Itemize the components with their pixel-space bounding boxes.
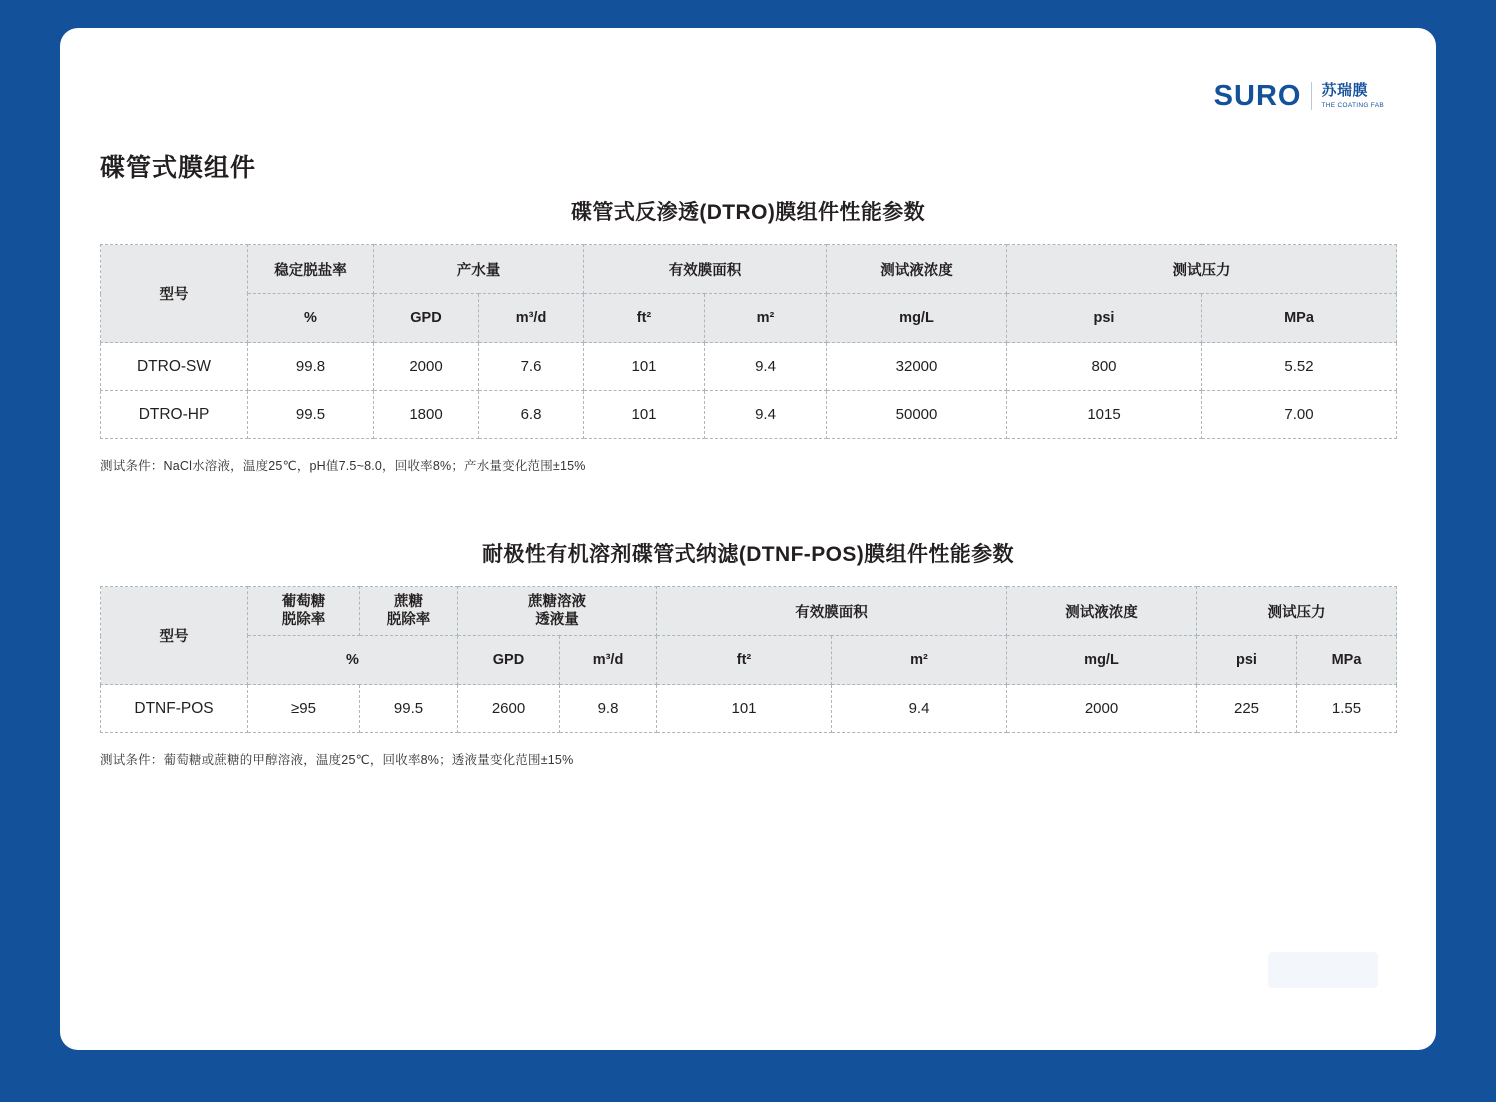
header-line-2: 脱除率 [386,612,431,628]
header-line-2: 脱除率 [281,612,326,628]
cell-salt-rejection: 99.5 [248,391,374,439]
section-title: 耐极性有机溶剂碟管式纳滤(DTNF-POS)膜组件性能参数 [482,543,1014,566]
header-glucose-rejection [248,587,360,636]
header-test-concentration: 测试液浓度 [1007,587,1197,636]
table-header-row-units [101,636,1397,685]
cell-m3d: 9.8 [560,685,657,733]
table-row [101,391,1397,439]
unit-m2: m² [832,636,1007,685]
logo-chinese-block [1321,83,1384,109]
logo-chinese-name: 苏瑞膜 [1321,82,1368,100]
cell-mgl: 50000 [827,391,1007,439]
header-membrane-area: 有效膜面积 [657,587,1007,636]
unit-gpd: GPD [374,294,479,343]
unit-mpa: MPa [1297,636,1397,685]
table-header-row-units [101,294,1397,343]
cell-mpa: 5.52 [1202,343,1397,391]
brand-logo [1214,76,1384,116]
header-model: 型号 [101,587,248,685]
header-test-concentration: 测试液浓度 [827,245,1007,294]
cell-gpd: 2600 [458,685,560,733]
unit-percent: % [248,636,458,685]
cell-model: DTRO-SW [101,343,248,391]
cell-m2: 9.4 [832,685,1007,733]
header-sucrose-rejection [360,587,458,636]
unit-ft2: ft² [584,294,705,343]
unit-mgl: mg/L [827,294,1007,343]
header-test-pressure: 测试压力 [1197,587,1397,636]
header-line-1: 蔗糖 [394,593,423,610]
cell-model: DTNF-POS [101,685,248,733]
cell-mpa: 7.00 [1202,391,1397,439]
cell-psi: 225 [1197,685,1297,733]
dtnf-spec-table [100,586,1397,733]
cell-m3d: 7.6 [479,343,584,391]
cell-ft2: 101 [584,343,705,391]
cell-ft2: 101 [657,685,832,733]
cell-sucrose-rejection: 99.5 [360,685,458,733]
cell-m3d: 6.8 [479,391,584,439]
logo-tagline: THE COATING FAB [1321,101,1384,109]
cell-mgl: 2000 [1007,685,1197,733]
unit-m3d: m³/d [560,636,657,685]
cell-psi: 800 [1007,343,1202,391]
watermark [1268,952,1378,988]
document-page [60,28,1436,1050]
cell-model: DTRO-HP [101,391,248,439]
header-salt-rejection: 稳定脱盐率 [248,245,374,294]
unit-mgl: mg/L [1007,636,1197,685]
header-sucrose-permeate-flow [458,587,657,636]
test-conditions-note: 测试条件：葡萄糖或蔗糖的甲醇溶液，温度25℃，回收率8%；透液量变化范围±15% [100,753,574,767]
cell-gpd: 1800 [374,391,479,439]
section-dtro [100,196,1396,474]
cell-m2: 9.4 [705,391,827,439]
cell-gpd: 2000 [374,343,479,391]
cell-salt-rejection: 99.8 [248,343,374,391]
unit-m3d: m³/d [479,294,584,343]
cell-m2: 9.4 [705,343,827,391]
cell-psi: 1015 [1007,391,1202,439]
cell-mpa: 1.55 [1297,685,1397,733]
cell-glucose-rejection: ≥95 [248,685,360,733]
cell-ft2: 101 [584,391,705,439]
unit-m2: m² [705,294,827,343]
unit-gpd: GPD [458,636,560,685]
table-row [101,343,1397,391]
header-line-1: 葡萄糖 [281,593,326,610]
table-header-row-top [101,245,1397,294]
header-permeate-flow: 产水量 [374,245,584,294]
header-line-1: 蔗糖溶液 [528,593,586,610]
table-header-row-top [101,587,1397,636]
page-title: 碟管式膜组件 [100,154,257,182]
section-title: 碟管式反渗透(DTRO)膜组件性能参数 [570,201,926,224]
header-test-pressure: 测试压力 [1007,245,1397,294]
section-dtnf-pos [100,538,1396,768]
unit-psi: psi [1197,636,1297,685]
unit-mpa: MPa [1202,294,1397,343]
table-row [101,685,1397,733]
unit-psi: psi [1007,294,1202,343]
logo-divider [1311,82,1312,110]
unit-percent: % [248,294,374,343]
header-model: 型号 [101,245,248,343]
header-membrane-area: 有效膜面积 [584,245,827,294]
cell-mgl: 32000 [827,343,1007,391]
test-conditions-note: 测试条件：NaCl水溶液，温度25℃，pH值7.5~8.0，回收率8%；产水量变化范围±15% [100,459,586,473]
dtro-spec-table [100,244,1397,439]
header-line-2: 透液量 [535,612,579,628]
unit-ft2: ft² [657,636,832,685]
logo-wordmark: SURO [1213,79,1302,112]
